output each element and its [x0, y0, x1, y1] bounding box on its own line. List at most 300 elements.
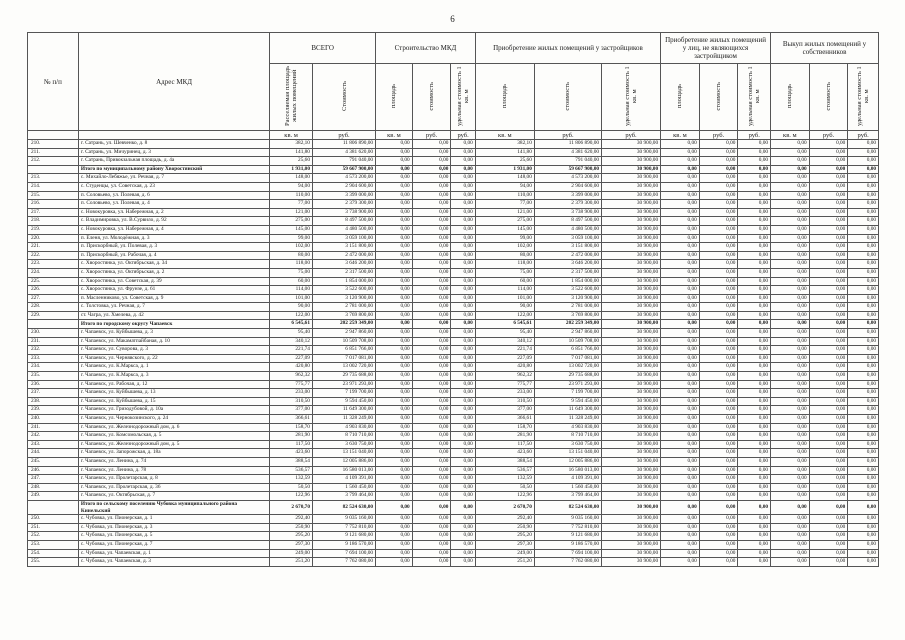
row-value-cell: 0,00 [661, 311, 700, 320]
row-value-cell: 0,00 [771, 363, 810, 372]
row-value-cell: 0,00 [738, 558, 771, 567]
row-value-cell: 0,00 [738, 449, 771, 458]
row-address: с. Хворостянка, ул. Советская, д. 39 [78, 277, 269, 286]
row-value-cell: 0,00 [661, 397, 700, 406]
row-number: 236. [28, 380, 79, 389]
row-value-cell: 0,00 [661, 415, 700, 424]
row-value-cell: 0,00 [451, 492, 475, 501]
row-value-cell: 0,00 [809, 523, 848, 532]
table-row [28, 286, 879, 295]
row-value-cell: 8 497 500,00 [534, 217, 601, 226]
header-buyout: Выкуп жилых помещений у собственников [771, 33, 879, 64]
row-value-cell: 0,00 [848, 500, 879, 514]
row-value-cell: 0,00 [451, 234, 475, 243]
row-value-cell: 0,00 [771, 540, 810, 549]
row-value-cell: 101,00 [475, 294, 534, 303]
row-value-cell: 0,00 [809, 140, 848, 149]
row-value-cell: 0,00 [451, 140, 475, 149]
row-value-cell: 0,00 [699, 182, 738, 191]
row-value-cell: 11 806 890,00 [312, 140, 375, 149]
row-value-cell: 0,00 [699, 286, 738, 295]
row-number: 214. [28, 182, 79, 191]
row-value-cell: 0,00 [809, 251, 848, 260]
row-value-cell: 251,20 [475, 558, 534, 567]
header-developers-cost: стоимость [564, 81, 572, 111]
row-value-cell: 0,00 [661, 234, 700, 243]
row-value-cell: 0,00 [738, 380, 771, 389]
row-value-cell: 0,00 [412, 346, 451, 355]
row-value-cell: 0,00 [738, 549, 771, 558]
row-value-cell: 0,00 [451, 354, 475, 363]
row-value-cell: 30 900,00 [602, 148, 661, 157]
row-value-cell: 0,00 [848, 268, 879, 277]
row-value-cell: 0,00 [738, 243, 771, 252]
row-value-cell: 148,00 [475, 174, 534, 183]
row-value-cell: 0,00 [699, 558, 738, 567]
row-value-cell: 0,00 [848, 294, 879, 303]
row-value-cell: 0,00 [848, 380, 879, 389]
row-value-cell: 0,00 [699, 329, 738, 338]
row-value-cell: 59 667 900,00 [534, 165, 601, 174]
row-value-cell: 30 900,00 [602, 208, 661, 217]
row-value-cell: 0,00 [412, 294, 451, 303]
row-value-cell: 0,00 [771, 311, 810, 320]
row-value-cell: 110,00 [475, 191, 534, 200]
row-value-cell: 0,00 [376, 243, 413, 252]
row-value-cell: 0,00 [738, 372, 771, 381]
table-row [28, 260, 879, 269]
row-value-cell: 0,00 [848, 475, 879, 484]
row-value-cell: 0,00 [771, 466, 810, 475]
row-value-cell: 0,00 [699, 380, 738, 389]
row-value-cell: 0,00 [661, 286, 700, 295]
row-address: г. Чапаевск, ул. Гризодубовой, д. 10а [78, 406, 269, 415]
row-value-cell: 388,54 [475, 457, 534, 466]
row-value-cell: 0,00 [848, 523, 879, 532]
row-value-cell: 0,00 [661, 277, 700, 286]
row-value-cell: 0,00 [848, 277, 879, 286]
row-value-cell: 0,00 [661, 191, 700, 200]
row-value-cell: 0,00 [376, 286, 413, 295]
row-value-cell: 1 560 450,00 [312, 483, 375, 492]
row-value-cell: 25,60 [270, 157, 313, 166]
row-value-cell: 0,00 [738, 406, 771, 415]
row-value-cell: 30 900,00 [602, 286, 661, 295]
row-value-cell: 0,00 [738, 423, 771, 432]
row-value-cell: 0,00 [809, 337, 848, 346]
row-value-cell: 4 381 620,00 [534, 148, 601, 157]
row-value-cell: 10 509 708,00 [312, 337, 375, 346]
row-value-cell: 30 900,00 [602, 449, 661, 458]
row-value-cell: 0,00 [451, 532, 475, 541]
row-value-cell: 227,09 [475, 354, 534, 363]
unit-rub: руб. [451, 131, 475, 140]
row-value-cell: 0,00 [661, 483, 700, 492]
row-value-cell: 77,00 [475, 200, 534, 209]
row-value-cell: 0,00 [376, 311, 413, 320]
row-value-cell: 0,00 [738, 337, 771, 346]
row-value-cell: 0,00 [661, 540, 700, 549]
row-value-cell: 0,00 [809, 372, 848, 381]
row-address: г. Сатрань, ул. Мичуринец, д. 3 [78, 148, 269, 157]
row-value-cell: 11 328 249,00 [312, 415, 375, 424]
row-value-cell: 0,00 [376, 346, 413, 355]
row-value-cell: 0,00 [848, 225, 879, 234]
row-value-cell: 12 005 886,00 [534, 457, 601, 466]
row-value-cell: 0,00 [451, 406, 475, 415]
header-acquisition-non-developers: Приобретение жилых помещений у лиц, не являющихся застройщиком [661, 33, 771, 64]
row-value-cell: 0,00 [699, 277, 738, 286]
row-value-cell: 30 900,00 [602, 268, 661, 277]
row-value-cell: 0,00 [451, 174, 475, 183]
row-number: 246. [28, 466, 79, 475]
row-value-cell: 0,00 [848, 191, 879, 200]
row-value-cell: 0,00 [412, 415, 451, 424]
row-value-cell: 0,00 [738, 457, 771, 466]
row-value-cell: 295,20 [475, 532, 534, 541]
row-value-cell: 6 851 766,00 [534, 346, 601, 355]
row-value-cell: 30 900,00 [602, 389, 661, 398]
row-number: 233. [28, 354, 79, 363]
row-number: 218. [28, 217, 79, 226]
row-value-cell: 0,00 [848, 372, 879, 381]
row-value-cell: 0,00 [771, 260, 810, 269]
row-value-cell: 0,00 [771, 492, 810, 501]
table-row [28, 208, 879, 217]
row-value-cell: 30 900,00 [602, 303, 661, 312]
row-value-cell: 0,00 [848, 311, 879, 320]
row-value-cell: 0,00 [771, 251, 810, 260]
row-value-cell: 0,00 [738, 208, 771, 217]
row-value-cell: 0,00 [809, 148, 848, 157]
row-value-cell: 0,00 [661, 515, 700, 524]
row-value-cell: 30 900,00 [602, 165, 661, 174]
row-value-cell: 0,00 [376, 372, 413, 381]
row-value-cell: 0,00 [699, 515, 738, 524]
row-value-cell: 114,00 [270, 286, 313, 295]
row-value-cell: 0,00 [376, 363, 413, 372]
row-value-cell: 0,00 [451, 157, 475, 166]
row-value-cell: 0,00 [451, 440, 475, 449]
row-value-cell: 0,00 [661, 523, 700, 532]
row-value-cell: 0,00 [376, 515, 413, 524]
row-value-cell: 310,50 [475, 397, 534, 406]
row-value-cell: 0,00 [809, 260, 848, 269]
row-value-cell: 0,00 [809, 268, 848, 277]
row-value-cell: 114,00 [475, 286, 534, 295]
row-value-cell: 0,00 [738, 540, 771, 549]
row-value-cell: 292,40 [475, 515, 534, 524]
row-value-cell: 30 900,00 [602, 492, 661, 501]
row-value-cell: 0,00 [376, 140, 413, 149]
row-value-cell: 2 670,70 [270, 500, 313, 514]
row-value-cell: 3 151 800,00 [534, 243, 601, 252]
row-value-cell: 0,00 [738, 311, 771, 320]
row-address: г. Чапаевск, ул. Ленина, д. 74 [78, 457, 269, 466]
row-value-cell: 0,00 [661, 208, 700, 217]
row-value-cell: 0,00 [376, 182, 413, 191]
row-value-cell: 99,00 [475, 234, 534, 243]
row-value-cell: 9 121 680,00 [312, 532, 375, 541]
table-row [28, 174, 879, 183]
row-value-cell: 0,00 [661, 200, 700, 209]
row-value-cell: 6 545,61 [270, 320, 313, 329]
row-value-cell: 0,00 [412, 532, 451, 541]
row-value-cell: 0,00 [738, 389, 771, 398]
header-row-num: № п/п [28, 33, 79, 131]
row-value-cell: 0,00 [661, 500, 700, 514]
row-value-cell: 2 472 000,00 [312, 251, 375, 260]
row-value-cell: 775,77 [270, 380, 313, 389]
row-value-cell: 0,00 [809, 320, 848, 329]
row-value-cell: 0,00 [451, 260, 475, 269]
row-value-cell: 0,00 [738, 515, 771, 524]
row-value-cell: 0,00 [771, 432, 810, 441]
row-value-cell: 0,00 [699, 225, 738, 234]
row-value-cell: 0,00 [771, 346, 810, 355]
row-value-cell: 9 594 450,00 [312, 397, 375, 406]
row-value-cell: 0,00 [451, 200, 475, 209]
row-value-cell: 0,00 [661, 440, 700, 449]
row-value-cell: 0,00 [376, 500, 413, 514]
row-value-cell: 3 120 900,00 [534, 294, 601, 303]
row-value-cell: 132,59 [270, 475, 313, 484]
table-row [28, 268, 879, 277]
row-value-cell: 0,00 [809, 277, 848, 286]
row-value-cell: 30 900,00 [602, 483, 661, 492]
row-value-cell: 0,00 [809, 532, 848, 541]
row-value-cell: 791 040,00 [534, 157, 601, 166]
row-value-cell: 23 971 293,00 [312, 380, 375, 389]
row-value-cell: 30 900,00 [602, 523, 661, 532]
row-value-cell: 0,00 [848, 329, 879, 338]
row-number: 243. [28, 440, 79, 449]
table-row [28, 191, 879, 200]
row-value-cell: 0,00 [771, 354, 810, 363]
row-value-cell: 0,00 [809, 165, 848, 174]
row-value-cell: 0,00 [809, 440, 848, 449]
row-value-cell: 0,00 [848, 397, 879, 406]
row-value-cell: 0,00 [809, 549, 848, 558]
row-value-cell: 122,96 [475, 492, 534, 501]
row-value-cell: 0,00 [412, 389, 451, 398]
row-value-cell: 0,00 [412, 337, 451, 346]
row-value-cell: 366,61 [270, 415, 313, 424]
row-value-cell: 340,12 [475, 337, 534, 346]
row-value-cell: 0,00 [809, 406, 848, 415]
row-value-cell: 0,00 [738, 492, 771, 501]
row-number: 213. [28, 174, 79, 183]
row-value-cell: 0,00 [451, 415, 475, 424]
row-value-cell: 30 900,00 [602, 346, 661, 355]
header-total-cost: Стоимость [340, 81, 348, 111]
table-row [28, 440, 879, 449]
row-value-cell: 0,00 [451, 182, 475, 191]
row-value-cell: 0,00 [412, 157, 451, 166]
row-value-cell: 0,00 [451, 346, 475, 355]
row-value-cell: 0,00 [848, 346, 879, 355]
row-number: 255. [28, 558, 79, 567]
row-address: г. Чапаевск, ул. К.Маркса, д. 1 [78, 363, 269, 372]
row-address: г. Чапаевск, ул. Запорожская, д. 18а [78, 449, 269, 458]
row-value-cell: 0,00 [699, 320, 738, 329]
row-value-cell: 0,00 [699, 260, 738, 269]
row-address: г. Чапаевск, ул. Рабочая, д. 12 [78, 380, 269, 389]
row-value-cell: 0,00 [661, 380, 700, 389]
row-value-cell: 95,40 [475, 329, 534, 338]
row-address: г. Чапаевск, ул. Чернявского, д. 22 [78, 354, 269, 363]
row-value-cell: 377,00 [475, 406, 534, 415]
row-value-cell: 30 900,00 [602, 466, 661, 475]
row-value-cell: 9 121 680,00 [534, 532, 601, 541]
row-value-cell: 0,00 [451, 225, 475, 234]
table-row [28, 423, 879, 432]
row-value-cell: 0,00 [738, 523, 771, 532]
row-value-cell: 0,00 [661, 157, 700, 166]
row-value-cell: 0,00 [848, 286, 879, 295]
row-value-cell: 8 710 710,00 [312, 432, 375, 441]
row-value-cell: 227,09 [270, 354, 313, 363]
row-number: 219. [28, 225, 79, 234]
row-value-cell: 0,00 [699, 372, 738, 381]
row-value-cell: 0,00 [376, 440, 413, 449]
row-value-cell: 30 900,00 [602, 363, 661, 372]
row-value-cell: 4 109 391,00 [312, 475, 375, 484]
row-value-cell: 0,00 [451, 515, 475, 524]
row-value-cell: 4 480 500,00 [534, 225, 601, 234]
row-value-cell: 0,00 [376, 337, 413, 346]
row-value-cell: 0,00 [412, 182, 451, 191]
row-value-cell: 122,96 [270, 492, 313, 501]
row-address: г. Чапаевск, ул. К.Маркса, д. 3 [78, 372, 269, 381]
row-value-cell: 0,00 [412, 148, 451, 157]
row-value-cell: 0,00 [809, 558, 848, 567]
row-value-cell: 202 259 349,00 [312, 320, 375, 329]
row-value-cell: 0,00 [699, 140, 738, 149]
row-value-cell: 0,00 [738, 217, 771, 226]
row-value-cell: 297,30 [475, 540, 534, 549]
table-row [28, 415, 879, 424]
header-developers-area: площадь [501, 83, 509, 109]
row-value-cell: 0,00 [809, 225, 848, 234]
row-value-cell: 0,00 [661, 466, 700, 475]
row-value-cell: 30 900,00 [602, 234, 661, 243]
row-value-cell: 7 752 810,00 [534, 523, 601, 532]
row-value-cell: 0,00 [699, 432, 738, 441]
row-value-cell: 30 900,00 [602, 329, 661, 338]
row-value-cell: 0,00 [451, 268, 475, 277]
row-value-cell: 3 738 900,00 [534, 208, 601, 217]
header-row-units [28, 131, 879, 140]
row-value-cell: 0,00 [661, 432, 700, 441]
row-value-cell: 0,00 [771, 286, 810, 295]
row-value-cell: 117,50 [475, 440, 534, 449]
row-value-cell: 0,00 [699, 500, 738, 514]
row-value-cell: 0,00 [412, 191, 451, 200]
row-value-cell: 102,00 [475, 243, 534, 252]
row-number: 228. [28, 303, 79, 312]
row-value-cell: 0,00 [738, 182, 771, 191]
row-value-cell: 0,00 [699, 415, 738, 424]
row-value-cell: 0,00 [771, 208, 810, 217]
row-number: 250. [28, 515, 79, 524]
row-value-cell: 117,50 [270, 440, 313, 449]
row-value-cell: 0,00 [376, 191, 413, 200]
row-value-cell: 3 799 464,00 [312, 492, 375, 501]
row-number: 252. [28, 532, 79, 541]
row-value-cell: 30 900,00 [602, 243, 661, 252]
row-value-cell: 0,00 [809, 380, 848, 389]
row-value-cell: 0,00 [376, 389, 413, 398]
row-number: 249. [28, 492, 79, 501]
row-value-cell: 30 900,00 [602, 140, 661, 149]
row-address: с. Хворостянка, ул. Октябрьская, д. 34 [78, 260, 269, 269]
table-row [28, 475, 879, 484]
row-value-cell: 249,00 [475, 549, 534, 558]
row-value-cell: 0,00 [848, 449, 879, 458]
row-value-cell: 7 762 080,00 [312, 558, 375, 567]
row-value-cell: 0,00 [376, 423, 413, 432]
row-value-cell: 60,00 [270, 277, 313, 286]
row-value-cell: 7 752 810,00 [312, 523, 375, 532]
row-value-cell: 0,00 [771, 372, 810, 381]
row-value-cell: 0,00 [699, 397, 738, 406]
header-construction-unit-cost: удельная стоимость 1 кв. м [456, 66, 471, 126]
row-value-cell: 30 900,00 [602, 191, 661, 200]
row-value-cell: 0,00 [376, 165, 413, 174]
table-row [28, 337, 879, 346]
row-value-cell: 0,00 [738, 260, 771, 269]
row-value-cell: 0,00 [771, 523, 810, 532]
row-value-cell: 0,00 [699, 234, 738, 243]
row-value-cell: 0,00 [661, 423, 700, 432]
row-address: п. Прискорбный, ул. Полевая, д. 3 [78, 243, 269, 252]
row-value-cell: 0,00 [661, 346, 700, 355]
row-value-cell: 0,00 [661, 182, 700, 191]
row-value-cell: 221,74 [270, 346, 313, 355]
header-total: ВСЕГО [270, 33, 376, 64]
row-value-cell: 1 560 450,00 [534, 483, 601, 492]
table-row [28, 157, 879, 166]
header-construction-area: площадь [390, 83, 398, 109]
row-value-cell: 0,00 [738, 363, 771, 372]
row-value-cell: 0,00 [809, 311, 848, 320]
row-value-cell: 4 109 391,00 [534, 475, 601, 484]
row-number: 226. [28, 286, 79, 295]
row-value-cell: 0,00 [412, 303, 451, 312]
table-row [28, 457, 879, 466]
row-value-cell: 0,00 [376, 277, 413, 286]
row-value-cell: 0,00 [738, 234, 771, 243]
row-address: с. Владимировка, ул. В.Сурвило, д. 92 [78, 217, 269, 226]
row-value-cell: 0,00 [376, 540, 413, 549]
row-value-cell: 0,00 [412, 174, 451, 183]
row-value-cell: 0,00 [771, 268, 810, 277]
row-value-cell: 145,00 [475, 225, 534, 234]
row-value-cell: 4 381 620,00 [312, 148, 375, 157]
table-row [28, 363, 879, 372]
row-value-cell: 10 509 708,00 [534, 337, 601, 346]
row-value-cell: 0,00 [412, 234, 451, 243]
row-address: с. Хворостянка, ул. Фрунзе, д. 61 [78, 286, 269, 295]
row-value-cell: 0,00 [771, 457, 810, 466]
row-value-cell: 0,00 [771, 500, 810, 514]
row-value-cell: 0,00 [848, 466, 879, 475]
table-row [28, 329, 879, 338]
row-value-cell: 0,00 [451, 380, 475, 389]
row-number: 227. [28, 294, 79, 303]
row-value-cell: 233,00 [270, 389, 313, 398]
